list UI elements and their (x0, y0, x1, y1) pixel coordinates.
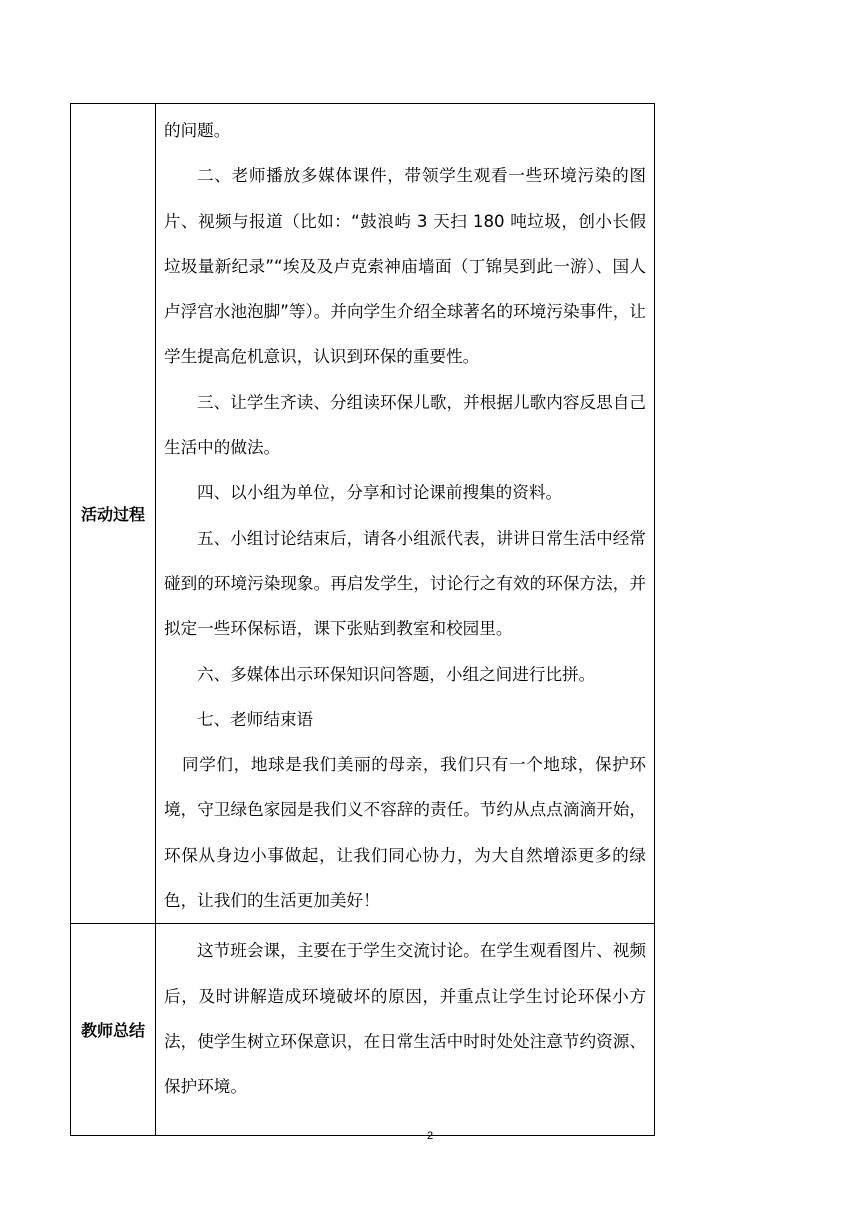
row-label-text: 教师总结 (80, 1021, 145, 1041)
row-label-activity-process (71, 104, 156, 924)
paragraph: 三、让学生齐读、分组读环保儿歌，并根据儿歌内容反思自己生活中的做法。 (164, 392, 646, 458)
paragraph: 五、小组讨论结束后，请各小组派代表，讲讲日常生活中经常碰到的环境污染现象。再启发学生，讨论行之有效的环保方法，并拟定一些环保标语，课下张贴到教室和校园里。 (164, 528, 646, 639)
paragraph: 四、以小组为单位，分享和讨论课前搜集的资料。 (197, 483, 563, 503)
paragraph: 六、多媒体出示环保知识问答题，小组之间进行比拼。 (197, 664, 596, 684)
paragraph: 同学们，地球是我们美丽的母亲，我们只有一个地球，保护环境，守卫绿色家园是我们义不容辞的责任。节约从点点滴滴开始，环保从身边小事做起，让我们同心协力，为大自然增添更多的绿色，让我们的生活更加美好！ (164, 755, 646, 911)
teacher-summary-content (156, 924, 655, 1136)
row-label-text: 活动过程 (80, 505, 145, 525)
paragraph: 这节班会课，主要在于学生交流讨论。在学生观看图片、视频后，及时讲解造成环境破坏的原因，并重点让学生讨论环保小方法，使学生树立环保意识，在日常生活中时时处处注意节约资源、保护环境。 (164, 941, 646, 1097)
table-row (71, 104, 655, 924)
lesson-table (70, 103, 655, 1136)
paragraph: 的问题。 (164, 121, 231, 140)
page-number: 2 (426, 1130, 434, 1142)
paragraph: 七、老师结束语 (197, 709, 314, 729)
activity-process-content (156, 104, 655, 924)
table-row (71, 924, 655, 1136)
paragraph: 二、老师播放多媒体课件，带领学生观看一些环境污染的图片、视频与报道（比如：“鼓浪屿 3 天扫 180 吨垃圾，创小长假垃圾量新纪录”“埃及及卢克索神庙墙面（丁锦昊到此一游）、国人卢浮宫水池泡脚”等）。并向学生介绍全球著名的环境污染事件，让学生提高危机意识，认识到环保的重要性。 (164, 166, 646, 367)
row-label-teacher-summary (71, 924, 156, 1136)
